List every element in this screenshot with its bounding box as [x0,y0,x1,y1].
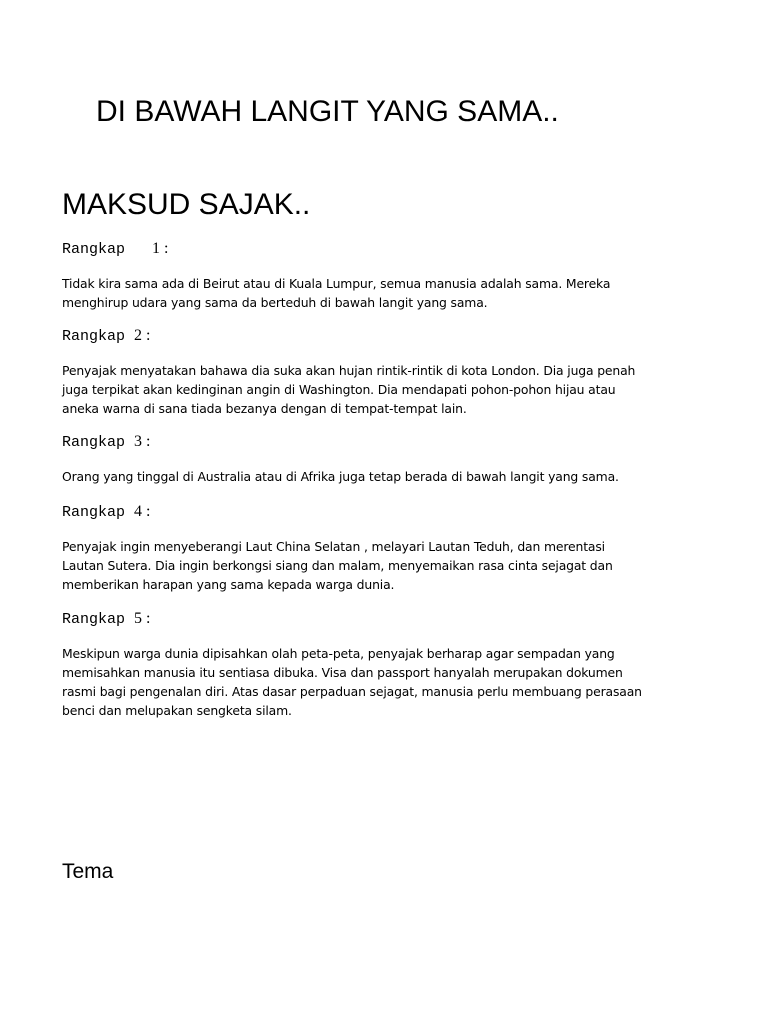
paragraph-line: juga terpikat akan kedinginan angin di Washington. Dia mendapati pohon-pohon hijau atau [62,382,616,397]
paragraph-line: Lautan Sutera. Dia ingin berkongsi siang dan malam, menyemaikan rasa cinta sejagat dan [62,558,613,573]
stanza-5-label [62,609,150,630]
paragraph-line: Penyajak menyatakan bahawa dia suka akan hujan rintik-rintik di kota London. Dia juga penah [62,363,636,378]
paragraph-line: Orang yang tinggal di Australia atau di Afrika juga tetap berada di bawah langit yang sama. [62,469,619,484]
paragraph-line: rasmi bagi pengenalan diri. Atas dasar perpaduan sejagat, manusia perlu membuang perasaan [62,684,642,699]
stanza-label-text: Rangkap [62,434,126,451]
stanza-number: 4 : [134,503,151,520]
stanza-number: 2 : [134,327,151,344]
stanza-label-text: Rangkap [62,611,126,628]
stanza-4-paragraph [62,537,702,594]
stanza-2-label [62,326,150,347]
stanza-label-text: Rangkap [62,328,126,345]
paragraph-line: menghirup udara yang sama da berteduh di bawah langit yang sama. [62,295,488,310]
paragraph-line: Meskipun warga dunia dipisahkan olah peta-peta, penyajak berharap agar sempadan yang [62,646,615,661]
paragraph-line: memberikan harapan yang sama kepada warga dunia. [62,577,395,592]
document-title: DI BAWAH LANGIT YANG SAMA.. [96,95,559,128]
paragraph-line: benci dan melupakan sengketa silam. [62,703,292,718]
paragraph-line: aneka warna di sana tiada bezanya dengan di tempat-tempat lain. [62,401,467,416]
paragraph-line: memisahkan manusia itu sentiasa dibuka. Visa dan passport hanyalah merupakan dokumen [62,665,623,680]
stanza-4-label [62,502,150,523]
section-heading-maksud-sajak: MAKSUD SAJAK.. [62,188,311,221]
paragraph-line: Penyajak ingin menyeberangi Laut China Selatan , melayari Lautan Teduh, dan merentasi [62,539,605,554]
stanza-1-paragraph [62,274,702,312]
paragraph-line: Tidak kira sama ada di Beirut atau di Kuala Lumpur, semua manusia adalah sama. Mereka [62,276,611,291]
stanza-3-label [62,432,150,453]
stanza-label-text: Rangkap [62,241,126,258]
tema-heading: Tema [62,860,114,883]
stanza-2-paragraph [62,361,702,418]
stanza-number: 5 : [134,610,151,627]
stanza-number: 1 : [152,240,169,257]
stanza-label-text: Rangkap [62,504,126,521]
stanza-1-label [62,239,168,260]
stanza-5-paragraph [62,644,702,720]
stanza-number: 3 : [134,433,151,450]
stanza-3-paragraph [62,467,702,486]
